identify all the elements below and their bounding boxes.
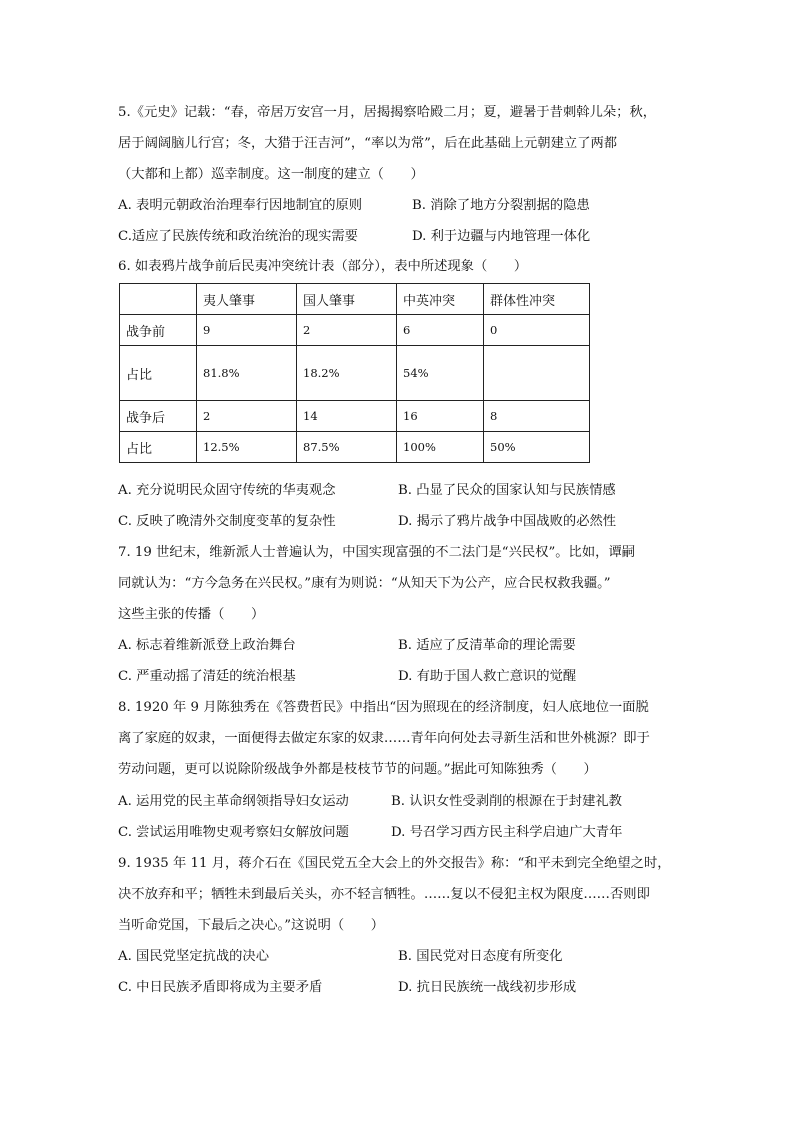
table-cell: 16 [397,401,484,432]
table-header-cell: 群体性冲突 [484,284,590,315]
q9-stem-line-2: 决不放弃和平；牺牲未到最后关头，亦不轻言牺牲。……复以不侵犯主权为限度……否则即 [118,887,650,902]
q6-option-d: D. 揭示了鸦片战争中国战败的必然性 [398,514,617,529]
q5-stem-line-3: （大都和上都）巡幸制度。这一制度的建立（ ） [118,167,424,182]
table-cell: 战争后 [120,401,197,432]
q6-option-c: C. 反映了晚清外交制度变革的复杂性 [118,514,336,529]
q7-option-a: A. 标志着维新派登上政治舞台 [118,638,296,653]
table-cell: 0 [484,315,590,346]
q9-option-d: D. 抗日民族统一战线初步形成 [398,980,577,995]
q5-option-a: A. 表明元朝政治治理奉行因地制宜的原则 [118,198,363,213]
q9-stem-line-3: 当听命党国，下最后之决心。”这说明（ ） [118,918,385,933]
table-header-cell: 中英冲突 [397,284,484,315]
table-header-row [120,284,590,315]
conflict-statistics-table [119,283,590,463]
table-row [120,315,590,346]
table-cell: 2 [197,401,297,432]
table-cell: 54% [397,346,484,401]
q8-stem-line-3: 劳动问题，更可以说除阶级战争外都是枝枝节节的问题。”据此可知陈独秀（ ） [118,762,597,777]
table-cell: 18.2% [297,346,397,401]
table-header-cell: 夷人肇事 [197,284,297,315]
q9-option-b: B. 国民党对日态度有所变化 [398,949,563,964]
table-header-cell [120,284,197,315]
table-cell: 87.5% [297,432,397,463]
table-cell: 2 [297,315,397,346]
table-cell: 占比 [120,346,197,401]
q6-stem: 6. 如表鸦片战争前后民夷冲突统计表（部分），表中所述现象（ ） [118,259,528,274]
table-cell: 12.5% [197,432,297,463]
q7-stem-line-2: 同就认为：“方今急务在兴民权。”康有为则说：“从知天下为公产，应合民权救我疆。” [118,576,611,591]
table-row [120,346,590,401]
table-cell: 14 [297,401,397,432]
table-cell: 8 [484,401,590,432]
q8-option-d: D. 号召学习西方民主科学启迪广大青年 [391,825,623,840]
table-cell [484,346,590,401]
q9-option-a: A. 国民党坚定抗战的决心 [118,949,270,964]
q8-stem-line-1: 8. 1920 年 9 月陈独秀在《答费哲民》中指出“因为照现在的经济制度，妇人底地位一面脱 [118,700,649,715]
q8-option-c: C. 尝试运用唯物史观考察妇女解放问题 [118,825,349,840]
q5-option-c: C.适应了民族传统和政治统治的现实需要 [118,229,358,244]
table-cell: 50% [484,432,590,463]
table-cell: 100% [397,432,484,463]
q7-option-c: C. 严重动摇了清廷的统治根基 [118,669,296,684]
q7-stem-line-3: 这些主张的传播（ ） [118,607,265,622]
q7-stem-line-1: 7. 19 世纪末，维新派人士普遍认为，中国实现富强的不二法门是“兴民权”。比如，谭嗣 [118,545,636,560]
q5-option-d: D. 利于边疆与内地管理一体化 [412,229,591,244]
table-row [120,432,590,463]
table-cell: 战争前 [120,315,197,346]
q5-stem-line-2: 居于阔阔脑儿行宫；冬，大猎于汪吉河”，“率以为常”，后在此基础上元朝建立了两都 [118,136,618,151]
q6-option-a: A. 充分说明民众固守传统的华夷观念 [118,483,336,498]
table-cell: 占比 [120,432,197,463]
table-row [120,401,590,432]
q6-option-b: B. 凸显了民众的国家认知与民族情感 [398,483,616,498]
q8-option-a: A. 运用党的民主革命纲领指导妇女运动 [118,794,349,809]
q5-stem-line-1: 5.《元史》记载：“春，帝居万安宫一月，居揭揭察哈殿二月；夏，避暑于昔刺斡儿朵；秋， [118,105,657,120]
q9-option-c: C. 中日民族矛盾即将成为主要矛盾 [118,980,323,995]
table-cell: 81.8% [197,346,297,401]
q9-stem-line-1: 9. 1935 年 11 月，蒋介石在《国民党五全大会上的外交报告》称：“和平未到完全绝望之时， [118,856,671,871]
q7-option-d: D. 有助于国人救亡意识的觉醒 [398,669,577,684]
q8-stem-line-2: 离了家庭的奴隶，一面便得去做定东家的奴隶……青年向何处去寻新生活和世外桃源？即于 [118,731,650,746]
table-header-cell: 国人肇事 [297,284,397,315]
table-cell: 9 [197,315,297,346]
q5-option-b: B. 消除了地方分裂割据的隐患 [412,198,590,213]
q8-option-b: B. 认识女性受剥削的根源在于封建礼教 [391,794,622,809]
table-cell: 6 [397,315,484,346]
q7-option-b: B. 适应了反清革命的理论需要 [398,638,576,653]
